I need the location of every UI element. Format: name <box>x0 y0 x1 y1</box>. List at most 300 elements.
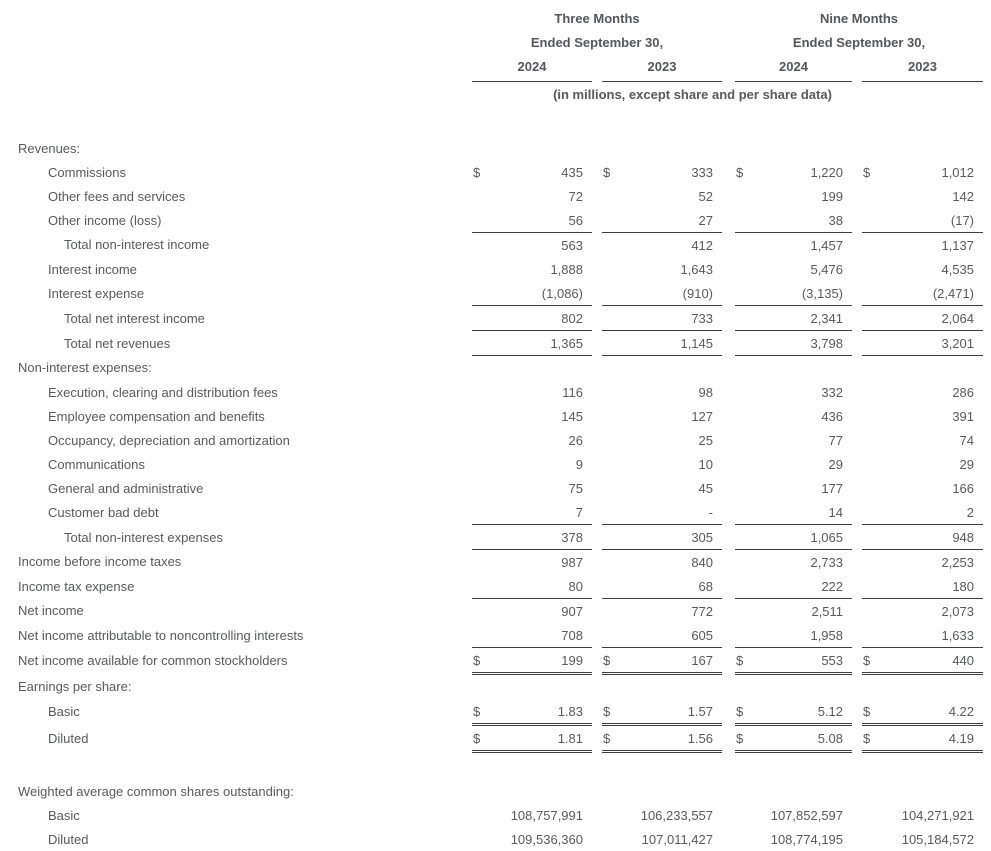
column-spacer <box>722 550 735 575</box>
column-spacer <box>722 779 735 803</box>
value-text: 98 <box>698 384 714 400</box>
value-flex <box>472 505 592 520</box>
column-spacer <box>852 233 862 258</box>
value-text: 435 <box>561 164 583 180</box>
table-row <box>18 281 983 306</box>
value-text: 907 <box>561 603 583 619</box>
column-spacer <box>852 306 862 331</box>
value-flex <box>602 385 722 400</box>
row-label: Occupancy, depreciation and amortization <box>48 432 290 448</box>
dollar-sign: $ <box>736 703 744 719</box>
column-spacer <box>592 306 602 331</box>
financial-statement-table <box>18 6 983 851</box>
value-text: 10 <box>698 456 714 472</box>
value-text: 1,457 <box>810 237 844 253</box>
value-text: 108,757,991 <box>510 807 583 823</box>
value-text: 68 <box>698 578 714 594</box>
value-flex <box>735 628 852 643</box>
value-cell <box>472 476 592 500</box>
table-row <box>18 827 983 851</box>
value-cell <box>472 725 592 752</box>
value-cell <box>602 599 722 624</box>
value-text: 9 <box>575 456 583 472</box>
value-flex <box>735 385 852 400</box>
value-cell <box>735 331 852 356</box>
header-year-row <box>18 54 983 82</box>
value-cell <box>735 404 852 428</box>
column-spacer <box>852 331 862 356</box>
header-empty-cell <box>18 6 472 30</box>
value-text: 605 <box>691 627 714 643</box>
row-label: Execution, clearing and distribution fees <box>48 384 278 400</box>
value-text: 116 <box>562 384 583 400</box>
value-flex <box>602 505 722 520</box>
value-flex <box>735 731 852 746</box>
value-text: 52 <box>698 188 714 204</box>
value-cell <box>602 674 722 700</box>
column-spacer <box>592 550 602 575</box>
column-spacer <box>852 356 862 381</box>
value-flex <box>602 628 722 643</box>
row-label: Employee compensation and benefits <box>48 408 265 424</box>
column-spacer <box>722 404 735 428</box>
value-cell <box>602 136 722 160</box>
value-text: 4.19 <box>948 730 975 746</box>
ended-date-nine-months: Ended September 30, <box>792 34 926 50</box>
table-row <box>18 623 983 648</box>
value-cell <box>735 452 852 476</box>
table-row <box>18 257 983 281</box>
table-row <box>18 476 983 500</box>
year-column-3m-2023: 2023 <box>602 54 722 82</box>
column-spacer <box>592 160 602 184</box>
value-text: 2,733 <box>810 554 844 570</box>
value-text: 107,011,427 <box>641 831 714 847</box>
value-cell <box>472 623 592 648</box>
column-spacer <box>852 574 862 599</box>
value-text: 305 <box>691 529 714 545</box>
column-spacer <box>722 331 735 356</box>
table-row <box>18 184 983 208</box>
table-row <box>18 208 983 233</box>
table-row <box>18 404 983 428</box>
dollar-sign: $ <box>473 652 481 668</box>
value-cell <box>735 281 852 306</box>
column-spacer <box>852 525 862 550</box>
header-ended-row <box>18 30 983 54</box>
table-row <box>18 160 983 184</box>
value-flex <box>862 653 983 668</box>
value-text: 1.83 <box>557 703 583 719</box>
value-flex <box>472 213 592 228</box>
value-flex <box>735 286 852 301</box>
value-cell <box>862 404 983 428</box>
column-spacer <box>852 380 862 404</box>
column-spacer <box>592 281 602 306</box>
value-cell <box>862 525 983 550</box>
value-flex <box>472 189 592 204</box>
value-cell <box>472 184 592 208</box>
column-spacer <box>722 674 735 700</box>
value-cell <box>862 428 983 452</box>
value-cell <box>735 648 852 674</box>
value-cell <box>735 674 852 700</box>
ended-date-three-months: Ended September 30, <box>530 34 664 50</box>
value-flex <box>862 628 983 643</box>
value-cell <box>602 525 722 550</box>
value-flex <box>862 481 983 496</box>
dollar-sign: $ <box>736 730 744 746</box>
value-flex <box>602 808 722 823</box>
value-text: 56 <box>568 212 583 228</box>
column-spacer <box>722 208 735 233</box>
value-flex <box>472 832 592 847</box>
value-flex <box>602 311 722 326</box>
row-label: Commissions <box>48 164 127 180</box>
column-spacer <box>852 699 862 725</box>
value-cell <box>735 233 852 258</box>
value-cell <box>472 233 592 258</box>
spacer-row <box>18 106 983 136</box>
column-spacer <box>852 725 862 752</box>
table-row <box>18 550 983 575</box>
value-text: 38 <box>828 212 844 228</box>
value-text: 109,536,360 <box>510 831 583 847</box>
table-row <box>18 599 983 624</box>
value-text: 29 <box>828 456 844 472</box>
value-text: 2,073 <box>941 603 975 619</box>
column-spacer <box>592 500 602 525</box>
value-cell <box>735 699 852 725</box>
value-cell <box>602 803 722 827</box>
value-flex <box>472 530 592 545</box>
row-label: Other fees and services <box>48 188 186 204</box>
column-spacer <box>722 599 735 624</box>
value-text: 2,253 <box>941 554 975 570</box>
value-flex <box>602 481 722 496</box>
value-flex <box>472 311 592 326</box>
value-flex <box>472 238 592 253</box>
year-column-9m-2024: 2024 <box>735 54 852 82</box>
dollar-sign: $ <box>603 652 611 668</box>
dollar-sign: $ <box>863 164 871 180</box>
value-flex <box>472 336 592 351</box>
value-cell <box>472 380 592 404</box>
table-row <box>18 525 983 550</box>
value-flex <box>862 530 983 545</box>
column-spacer <box>852 184 862 208</box>
column-spacer <box>722 525 735 550</box>
value-flex <box>472 433 592 448</box>
dollar-sign: $ <box>473 730 481 746</box>
value-cell <box>862 803 983 827</box>
value-flex <box>735 433 852 448</box>
value-cell <box>862 452 983 476</box>
value-flex <box>602 457 722 472</box>
value-flex <box>735 653 852 668</box>
value-flex <box>472 579 592 594</box>
table-row <box>18 648 983 674</box>
table-row <box>18 452 983 476</box>
column-spacer <box>722 452 735 476</box>
value-flex <box>735 808 852 823</box>
value-text: 7 <box>575 504 583 520</box>
column-spacer <box>852 648 862 674</box>
column-spacer <box>722 54 735 82</box>
value-text: 27 <box>698 212 714 228</box>
column-spacer <box>722 6 735 30</box>
column-spacer <box>592 428 602 452</box>
value-text: 563 <box>561 237 583 253</box>
value-flex <box>472 457 592 472</box>
value-text: 1,012 <box>941 164 975 180</box>
value-flex <box>602 262 722 277</box>
value-cell <box>472 136 592 160</box>
value-text: 177 <box>821 480 844 496</box>
column-spacer <box>722 648 735 674</box>
column-spacer <box>722 500 735 525</box>
table-row <box>18 136 983 160</box>
value-flex <box>735 189 852 204</box>
value-cell <box>862 356 983 381</box>
value-text: 105,184,572 <box>901 831 975 847</box>
column-spacer <box>722 476 735 500</box>
value-cell <box>472 550 592 575</box>
row-label: Income before income taxes <box>18 554 182 570</box>
value-flex <box>735 704 852 719</box>
value-text: 987 <box>561 554 583 570</box>
value-flex <box>735 604 852 619</box>
value-flex <box>735 530 852 545</box>
value-cell <box>602 574 722 599</box>
column-spacer <box>592 404 602 428</box>
value-flex <box>472 628 592 643</box>
column-spacer <box>592 257 602 281</box>
row-label: Total net interest income <box>64 310 205 326</box>
value-text: - <box>708 504 714 520</box>
value-flex <box>602 409 722 424</box>
value-text: 80 <box>568 578 583 594</box>
value-flex <box>602 433 722 448</box>
value-text: 802 <box>561 310 583 326</box>
table-row <box>18 380 983 404</box>
column-spacer <box>852 827 862 851</box>
column-spacer <box>852 803 862 827</box>
value-text: 3,798 <box>810 335 844 351</box>
value-text: 1,888 <box>550 261 583 277</box>
value-cell <box>862 380 983 404</box>
value-text: 29 <box>959 456 975 472</box>
value-flex <box>862 286 983 301</box>
value-text: 733 <box>691 310 714 326</box>
column-spacer <box>592 476 602 500</box>
value-flex <box>602 704 722 719</box>
value-flex <box>602 731 722 746</box>
value-flex <box>735 457 852 472</box>
value-flex <box>862 165 983 180</box>
value-cell <box>862 550 983 575</box>
value-cell <box>862 827 983 851</box>
value-text: 840 <box>691 554 714 570</box>
value-flex <box>735 238 852 253</box>
value-cell <box>862 160 983 184</box>
row-label: Communications <box>48 456 145 472</box>
value-flex <box>602 555 722 570</box>
value-text: 440 <box>952 652 975 668</box>
value-text: 1,958 <box>810 627 844 643</box>
value-cell <box>472 331 592 356</box>
row-label: Basic <box>48 807 80 823</box>
value-text: 5,476 <box>810 261 844 277</box>
value-flex <box>862 808 983 823</box>
value-cell <box>735 779 852 803</box>
value-cell <box>472 160 592 184</box>
value-text: 772 <box>691 603 714 619</box>
value-text: 5.08 <box>817 730 844 746</box>
value-text: 332 <box>821 384 844 400</box>
value-cell <box>602 428 722 452</box>
column-spacer <box>722 574 735 599</box>
value-flex <box>862 832 983 847</box>
value-flex <box>602 286 722 301</box>
table-row <box>18 306 983 331</box>
row-label: Diluted <box>48 730 89 746</box>
row-label: Total net revenues <box>64 335 171 351</box>
value-text: 1,137 <box>941 237 975 253</box>
column-spacer <box>722 827 735 851</box>
value-text: 948 <box>952 529 975 545</box>
value-cell <box>602 725 722 752</box>
column-spacer <box>592 725 602 752</box>
value-cell <box>735 574 852 599</box>
value-text: 1,145 <box>680 335 714 351</box>
column-spacer <box>722 380 735 404</box>
value-cell <box>472 599 592 624</box>
column-spacer <box>592 803 602 827</box>
column-spacer <box>722 233 735 258</box>
value-cell <box>602 331 722 356</box>
value-cell <box>862 281 983 306</box>
header-empty-cell <box>18 82 472 107</box>
value-flex <box>472 165 592 180</box>
value-flex <box>862 189 983 204</box>
value-flex <box>472 262 592 277</box>
value-flex <box>602 653 722 668</box>
column-spacer <box>592 380 602 404</box>
value-flex <box>472 808 592 823</box>
value-cell <box>472 257 592 281</box>
value-cell <box>735 827 852 851</box>
value-text: 1,633 <box>941 627 975 643</box>
value-cell <box>472 574 592 599</box>
dollar-sign: $ <box>603 703 611 719</box>
spacer-cell <box>18 752 983 780</box>
column-spacer <box>592 452 602 476</box>
value-text: 5.12 <box>817 703 844 719</box>
value-cell <box>862 476 983 500</box>
table-header <box>18 6 983 136</box>
value-cell <box>602 779 722 803</box>
table-row <box>18 779 983 803</box>
column-spacer <box>722 160 735 184</box>
header-empty-cell <box>18 54 472 82</box>
value-cell <box>735 160 852 184</box>
value-cell <box>472 208 592 233</box>
value-text: (910) <box>682 285 714 301</box>
value-text: 74 <box>959 432 975 448</box>
value-cell <box>862 136 983 160</box>
value-cell <box>472 648 592 674</box>
value-cell <box>735 356 852 381</box>
value-cell <box>602 648 722 674</box>
value-text: 1,643 <box>680 261 714 277</box>
value-flex <box>472 555 592 570</box>
row-label: Basic <box>48 704 80 720</box>
value-cell <box>862 306 983 331</box>
value-flex <box>862 579 983 594</box>
value-cell <box>735 599 852 624</box>
value-cell <box>602 404 722 428</box>
value-cell <box>602 281 722 306</box>
value-flex <box>862 604 983 619</box>
value-text: 14 <box>828 504 844 520</box>
value-text: 106,233,557 <box>640 807 714 823</box>
value-cell <box>472 500 592 525</box>
column-spacer <box>852 550 862 575</box>
value-flex <box>602 604 722 619</box>
value-text: (3,135) <box>801 285 844 301</box>
column-spacer <box>852 160 862 184</box>
value-text: 45 <box>698 480 714 496</box>
value-cell <box>862 574 983 599</box>
column-spacer <box>852 674 862 700</box>
value-cell <box>472 699 592 725</box>
value-flex <box>862 385 983 400</box>
spacer-row <box>18 752 983 780</box>
column-spacer <box>592 233 602 258</box>
value-cell <box>472 404 592 428</box>
value-text: 167 <box>691 652 714 668</box>
value-cell <box>602 208 722 233</box>
value-flex <box>862 704 983 719</box>
value-flex <box>735 409 852 424</box>
value-text: 436 <box>821 408 844 424</box>
value-text: 26 <box>568 432 583 448</box>
value-flex <box>602 336 722 351</box>
value-text: 72 <box>568 188 583 204</box>
value-text: 142 <box>952 188 975 204</box>
value-text: 166 <box>952 480 975 496</box>
column-spacer <box>852 404 862 428</box>
value-text: 1.57 <box>687 703 714 719</box>
column-spacer <box>592 827 602 851</box>
header-units-row <box>18 82 983 107</box>
column-spacer <box>722 356 735 381</box>
row-label: Net income <box>18 603 84 619</box>
value-text: 391 <box>952 408 975 424</box>
column-spacer <box>722 623 735 648</box>
period-nine-months: Nine Months <box>820 10 899 26</box>
value-flex <box>862 731 983 746</box>
row-label: Interest income <box>48 261 137 277</box>
value-cell <box>472 803 592 827</box>
value-cell <box>735 184 852 208</box>
value-flex <box>602 832 722 847</box>
column-spacer <box>592 356 602 381</box>
value-text: 199 <box>821 188 844 204</box>
column-spacer <box>852 428 862 452</box>
value-cell <box>862 208 983 233</box>
